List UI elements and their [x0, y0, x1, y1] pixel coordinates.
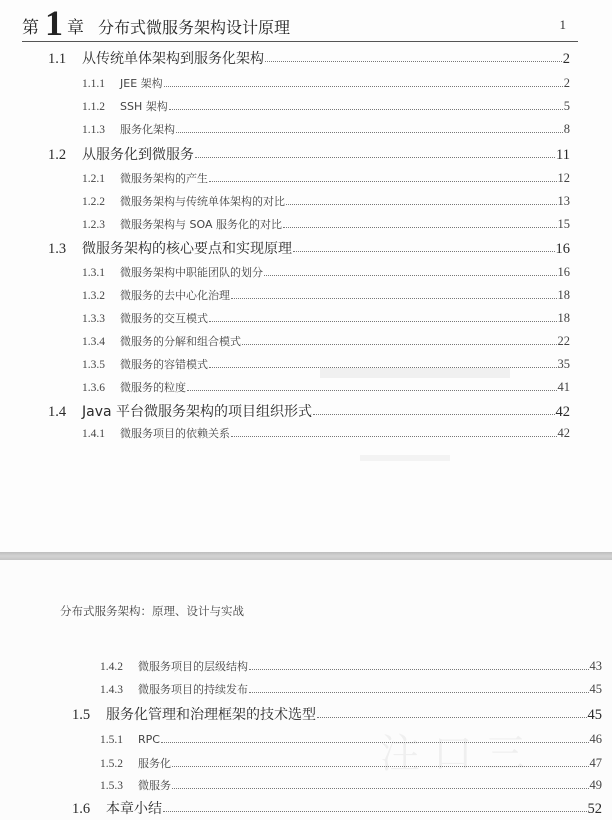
- entry-page: 52: [587, 801, 602, 817]
- dot-leader: [286, 204, 557, 205]
- entry-number: 1.3.4: [82, 336, 105, 348]
- entry-title: 服务化管理和治理框架的技术选型: [106, 707, 316, 723]
- show-through-artifact: 注 口 三: [380, 731, 526, 777]
- toc-entry-section[interactable]: [48, 144, 570, 164]
- toc-entry-subsection[interactable]: [82, 75, 570, 91]
- dot-leader: [164, 86, 563, 87]
- entry-page: 43: [589, 659, 602, 673]
- entry-number: 1.4.3: [100, 684, 123, 696]
- dot-leader: [293, 251, 555, 252]
- dot-leader: [313, 414, 554, 415]
- chapter-title: 分布式微服务架构设计原理: [98, 18, 291, 37]
- toc-entry-subsection[interactable]: [82, 310, 570, 326]
- dot-leader: [242, 344, 557, 345]
- entry-page: 15: [557, 217, 570, 231]
- entry-page: 41: [557, 380, 570, 394]
- entry-number: 1.4.1: [82, 428, 105, 440]
- dot-leader: [283, 227, 557, 228]
- entry-page: 42: [557, 426, 570, 440]
- entry-title: 微服务架构的产生: [120, 172, 208, 185]
- entry-page: 2: [562, 51, 570, 67]
- entry-title: 微服务项目的层级结构: [138, 660, 248, 673]
- entry-number: 1.1.1: [82, 78, 105, 90]
- toc-entry-section[interactable]: [72, 798, 602, 818]
- entry-page: 45: [589, 682, 602, 696]
- entry-title: RPC: [138, 733, 160, 746]
- entry-number: 1.1.2: [82, 101, 105, 113]
- dot-leader: [187, 390, 557, 391]
- dot-leader: [264, 275, 557, 276]
- dot-leader: [195, 157, 555, 158]
- toc-entry-subsection[interactable]: [82, 98, 570, 114]
- toc-entry-subsection[interactable]: [82, 287, 570, 303]
- toc-entry-subsection[interactable]: [100, 658, 602, 674]
- entry-page: 49: [589, 778, 602, 792]
- entry-number: 1.3.5: [82, 359, 105, 371]
- entry-title: 微服务架构的核心要点和实现原理: [82, 241, 292, 257]
- entry-title: 微服务架构与传统单体架构的对比: [120, 195, 285, 208]
- entry-title: 微服务的容错模式: [120, 358, 208, 371]
- chapter-number: 1: [45, 3, 63, 43]
- entry-page: 35: [557, 357, 570, 371]
- dot-leader: [209, 321, 557, 322]
- entry-title: 微服务项目的持续发布: [138, 683, 248, 696]
- entry-title: 微服务的交互模式: [120, 312, 208, 325]
- entry-number: 1.2: [48, 147, 67, 163]
- dot-leader: [231, 436, 557, 437]
- entry-number: 1.4.2: [100, 661, 123, 673]
- entry-number: 1.2.1: [82, 173, 105, 185]
- entry-page: 2: [563, 76, 570, 90]
- entry-number: 1.2.3: [82, 219, 105, 231]
- entry-number: 1.3.2: [82, 290, 105, 302]
- entry-number: 1.3.3: [82, 313, 105, 325]
- entry-number: 1.6: [72, 801, 91, 817]
- toc-entry-subsection[interactable]: [82, 170, 570, 186]
- entry-number: 1.1: [48, 51, 67, 67]
- entry-page: 22: [557, 334, 570, 348]
- dot-leader: [209, 181, 557, 182]
- dot-leader: [317, 717, 587, 718]
- show-through-artifact: [360, 455, 450, 461]
- toc-entry-section[interactable]: [48, 401, 570, 421]
- entry-number: 1.5: [72, 707, 91, 723]
- entry-page: 45: [587, 707, 602, 723]
- entry-title: 从传统单体架构到服务化架构: [82, 51, 264, 67]
- chapter-page-number: 1: [559, 17, 566, 32]
- dot-leader: [265, 61, 562, 62]
- toc-entry-subsection[interactable]: [82, 216, 570, 232]
- entry-number: 1.3: [48, 241, 67, 257]
- entry-page: 8: [563, 122, 570, 136]
- entry-number: 1.4: [48, 404, 67, 420]
- dot-leader: [249, 692, 589, 693]
- entry-title: 微服务的去中心化治理: [120, 289, 230, 302]
- show-through-artifact: [320, 368, 510, 378]
- entry-page: 13: [557, 194, 570, 208]
- entry-title: 服务化架构: [120, 123, 175, 136]
- entry-page: 11: [556, 147, 570, 163]
- entry-number: 1.5.1: [100, 734, 123, 746]
- toc-entry-subsection[interactable]: [82, 193, 570, 209]
- dot-leader: [176, 132, 563, 133]
- entry-page: 12: [557, 171, 570, 185]
- toc-entry-subsection[interactable]: [100, 681, 602, 697]
- entry-title: JEE 架构: [120, 77, 163, 90]
- entry-title: 微服务的分解和组合模式: [120, 335, 241, 348]
- entry-page: 42: [555, 404, 570, 420]
- entry-number: 1.5.3: [100, 780, 123, 792]
- toc-entry-subsection[interactable]: [100, 755, 602, 771]
- toc-entry-subsection[interactable]: [82, 425, 570, 441]
- toc-entry-subsection[interactable]: [100, 732, 602, 747]
- entry-title: 微服务架构与 SOA 服务化的对比: [120, 218, 282, 231]
- entry-title: 微服务: [138, 779, 171, 792]
- toc-entry-subsection[interactable]: [82, 264, 570, 280]
- toc-entry-subsection[interactable]: [82, 333, 570, 349]
- entry-title: 从服务化到微服务: [82, 147, 194, 163]
- entry-title: 本章小结: [106, 801, 162, 817]
- entry-title: 服务化: [138, 757, 171, 770]
- entry-number: 1.1.3: [82, 124, 105, 136]
- toc-entry-subsection[interactable]: [82, 121, 570, 137]
- entry-page: 18: [557, 311, 570, 325]
- chapter-heading: [22, 4, 578, 42]
- entry-title: SSH 架构: [120, 100, 168, 113]
- entry-number: 1.5.2: [100, 758, 123, 770]
- entry-page: 16: [555, 241, 570, 257]
- entry-number: 1.3.6: [82, 382, 105, 394]
- entry-number: 1.3.1: [82, 267, 105, 279]
- dot-leader: [169, 109, 563, 110]
- entry-title: 微服务项目的依赖关系: [120, 427, 230, 440]
- entry-page: 46: [589, 732, 602, 746]
- page-separator: [0, 552, 612, 560]
- dot-leader: [172, 788, 589, 789]
- chapter-suffix: 章: [67, 18, 84, 38]
- running-header: 分布式服务架构：原理、设计与实战: [60, 604, 244, 618]
- toc-entry-subsection[interactable]: [82, 379, 570, 395]
- entry-title: 微服务架构中职能团队的划分: [120, 266, 263, 279]
- toc-entry-section[interactable]: [72, 704, 602, 724]
- toc-entry-section[interactable]: [48, 238, 570, 258]
- entry-page: 18: [557, 288, 570, 302]
- toc-entry-section[interactable]: [48, 48, 570, 68]
- dot-leader: [249, 669, 589, 670]
- dot-leader: [163, 811, 587, 812]
- entry-page: 5: [563, 99, 570, 113]
- entry-title: Java 平台微服务架构的项目组织形式: [82, 404, 313, 420]
- chapter-prefix: 第: [22, 18, 39, 38]
- entry-title: 微服务的粒度: [120, 381, 186, 394]
- entry-number: 1.2.2: [82, 196, 105, 208]
- entry-page: 47: [589, 756, 602, 770]
- toc-entry-subsection[interactable]: [100, 777, 602, 793]
- dot-leader: [231, 298, 557, 299]
- entry-page: 16: [557, 265, 570, 279]
